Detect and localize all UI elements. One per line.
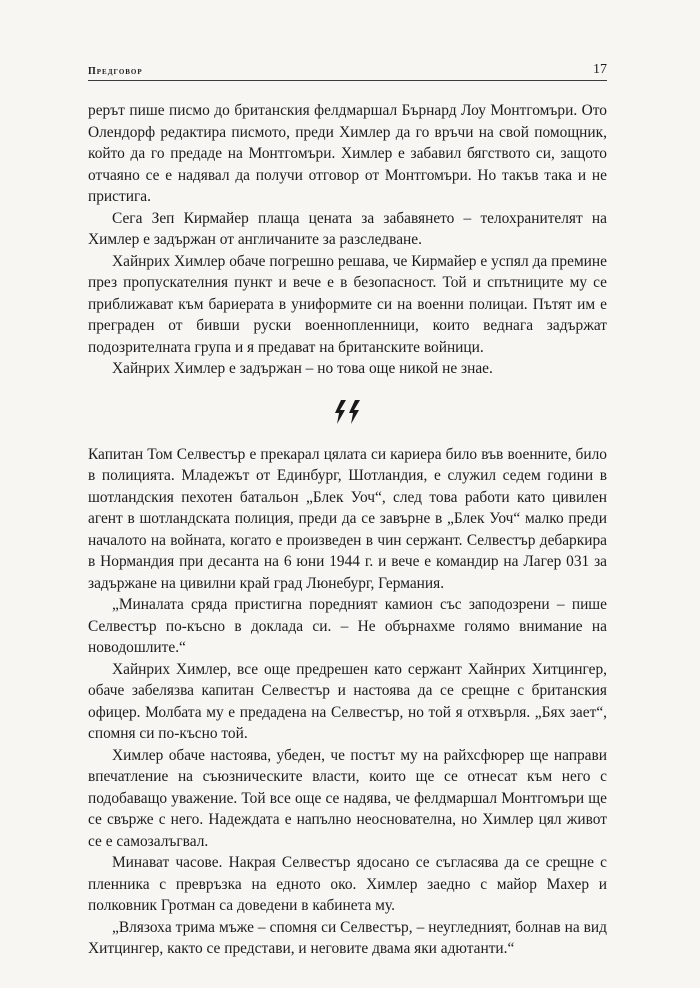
section-separator: [88, 380, 607, 444]
page-header: [88, 60, 607, 81]
ss-runes-icon: [333, 400, 363, 424]
paragraph: Минават часове. Накрая Селвестър ядосано се съгласява да се срещне с пленника с превръзка на едното око. Химлер заедно с майор Махер и полковник Гротман са доведени в кабинета му.: [88, 854, 607, 914]
paragraph: Сега Зеп Кирмайер плаща цената за забавянето – телохранителят на Химлер е задържан от англичаните за разследване.: [88, 209, 607, 248]
paragraph: Хайнрих Химлер е задържан – но това още никой не знае.: [112, 360, 493, 377]
paragraph: „Миналата сряда пристигна поредният камион със заподозрени – пише Селвестър по-късно в доклада си. – Не обърнахме голямо внимание на новодошлите.“: [88, 596, 607, 656]
paragraph: Химлер обаче настоява, убеден, че постът му на райхсфюрер ще направи впечатление на съюзническите власти, които ще се отнесат към него с подобаващо уважение. Той все още се надява, че фелдмаршал Монтгомъри ще се свърже с него. Надеждата е напълно неоснователна, но Химлер цял живот се е самозалъгвал.: [88, 746, 607, 850]
paragraph: рерът пише писмо до британския фелдмаршал Бърнард Лоу Монтгомъри. Ото Олендорф редактира писмото, преди Химлер да го връчи на свой помощник, който да го предаде на Монтгомъри. Химлер е забавил бягството си, защото отчаяно се е надявал да получи отговор от Монтгомъри. Но такъв така и не пристига.: [88, 102, 607, 205]
paragraph: Хайнрих Химлер, все още предрешен като сержант Хайнрих Хитцингер, обаче забелязва капитан Селвестър и настоява да се срещне с британския офицер. Молбата му е предадена на Селвестър, но той я отхвърля. „Бях зает“, спомня си по-късно той.: [88, 660, 607, 742]
paragraph: „Влязохa трима мъже – спомня си Селвестър, – неугледният, болнав на вид Хитцингер, както се представи, и неговите двама яки адютанти.“: [88, 918, 607, 957]
paragraph: Хайнрих Химлер обаче погрешно решава, че Кирмайер е успял да премине през пропускателния пункт и вече е в безопасност. Той и спътниците му се приближават към бариерата в униформите си на военни полицаи. Пътят им е преграден от бивши руски военнопленници, които веднага задържат подозрителната група и я предават на британските войници.: [88, 252, 607, 356]
paragraph: Капитан Том Селвестър е прекарал цялата си кариера било във военните, било в полицията. Младежът от Единбург, Шотландия, е служил седем години в шотландския пехотен батальон „Блек Уоч“, след това работи като цивилен агент в шотландската полиция, преди да се завърне в „Блек Уоч“ малко преди началото на войната, когато е произведен в чин сержант. Селвестър дебаркира в Нормандия при десанта на 6 юни 1944 г. и вече е командир на Лагер 031 за задържане на цивилни край град Люнебург, Германия.: [88, 445, 607, 592]
running-head: Предговор: [88, 66, 143, 77]
page-number: 17: [593, 62, 607, 77]
body-text: [88, 100, 607, 960]
